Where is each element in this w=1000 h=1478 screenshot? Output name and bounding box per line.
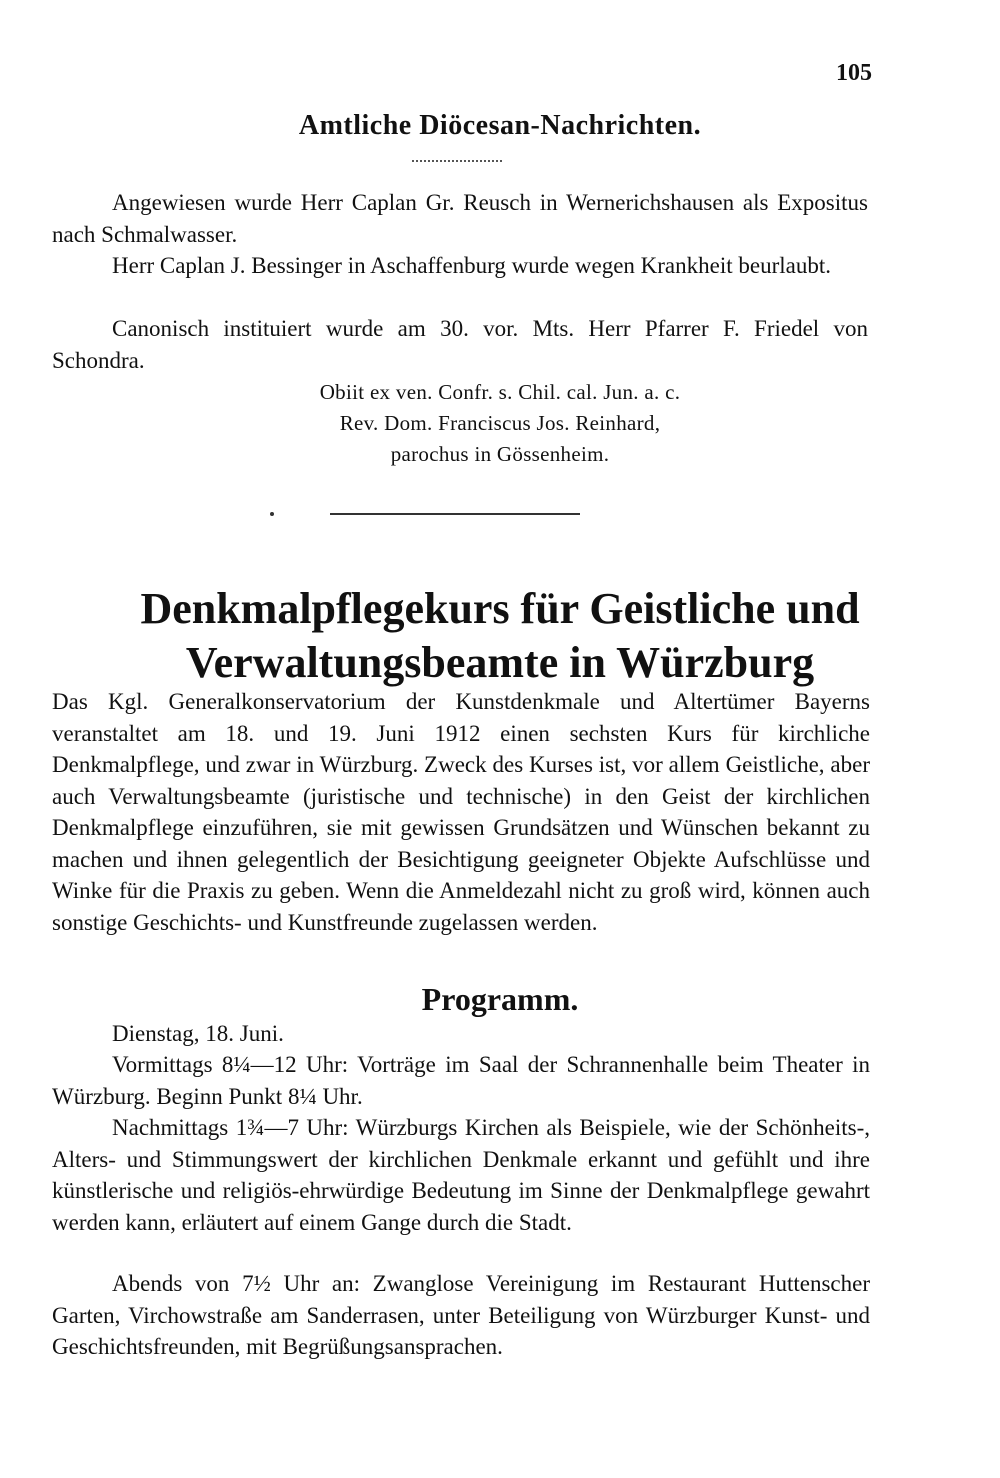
ornamental-rule: [412, 160, 502, 162]
course-title-line: Denkmalpflegekurs für Geistliche und: [140, 584, 860, 633]
program-morning: Vormittags 8¼—12 Uhr: Vorträge im Saal der Schrannenhalle beim Theater in Würzburg. Beginn Punkt 8¼ Uhr.: [52, 1052, 870, 1109]
program-heading: Programm.: [421, 981, 579, 1017]
announcement-paragraph: Canonisch instituiert wurde am 30. vor. Mts. Herr Pfarrer F. Friedel von Schondra.: [52, 316, 868, 373]
page-number: 105: [836, 60, 872, 86]
course-intro: Das Kgl. Generalkonservatorium der Kunstdenkmale und Altertümer Bayerns veranstaltet am 18. und 19. Juni 1912 einen sechsten Kurs für kirchliche Denkmalpflege, und zwar in Würzburg. Zweck des Kurses ist, vor allem Geistliche, aber auch Verwaltungsbeamte (juristische und technische) in den Geist der kirchlichen Denkmalpflege einzuführen, sie mit gewissen Grundsätzen und Wünschen bekannt zu machen und ihnen gelegentlich der Besichtigung geeigneter Objekte Aufschlüsse und Winke für die Praxis zu geben. Wenn die Anmeldezahl nicht zu groß wird, können auch sonstige Geschichts- und Kunstfreunde zugelassen werden.: [52, 689, 870, 935]
course-title: [0, 582, 1000, 690]
obituary-line: Rev. Dom. Franciscus Jos. Reinhard,: [339, 411, 661, 435]
course-title-line: Verwaltungsbeamte in Würzburg: [185, 638, 815, 687]
section-divider: [330, 513, 580, 515]
program-day: Dienstag, 18. Juni.: [112, 1021, 284, 1046]
announcement-paragraph: Herr Caplan J. Bessinger in Aschaffenburg wurde wegen Krankheit beurlaubt.: [112, 253, 831, 278]
obituary-line: parochus in Gössenheim.: [390, 442, 610, 466]
program-afternoon: Nachmittags 1¾—7 Uhr: Würzburgs Kirchen als Beispiele, wie der Schönheits-, Alters- und Stimmungswert der kirchlichen Denkmale erkannt und gefühlt und ihre künstlerische und religiös-ehrwürdige Bedeutung im Sinne der Denkmalpflege gewahrt werden kann, erläutert auf einem Gange durch die Stadt.: [52, 1115, 870, 1235]
obituary-line: Obiit ex ven. Confr. s. Chil. cal. Jun. a. c.: [319, 380, 681, 404]
announcement-paragraph: Angewiesen wurde Herr Caplan Gr. Reusch in Wernerichshausen als Expositus nach Schmalwasser.: [52, 190, 868, 247]
section-heading: Amtliche Diöcesan-Nachrichten.: [298, 110, 702, 141]
program-evening: Abends von 7½ Uhr an: Zwanglose Vereinigung im Restaurant Huttenscher Garten, Virchowstraße am Sanderrasen, unter Beteiligung von Würzburger Kunst- und Geschichtsfreunden, mit Begrüßungsansprachen.: [52, 1271, 870, 1359]
separator-dot: [270, 512, 274, 516]
